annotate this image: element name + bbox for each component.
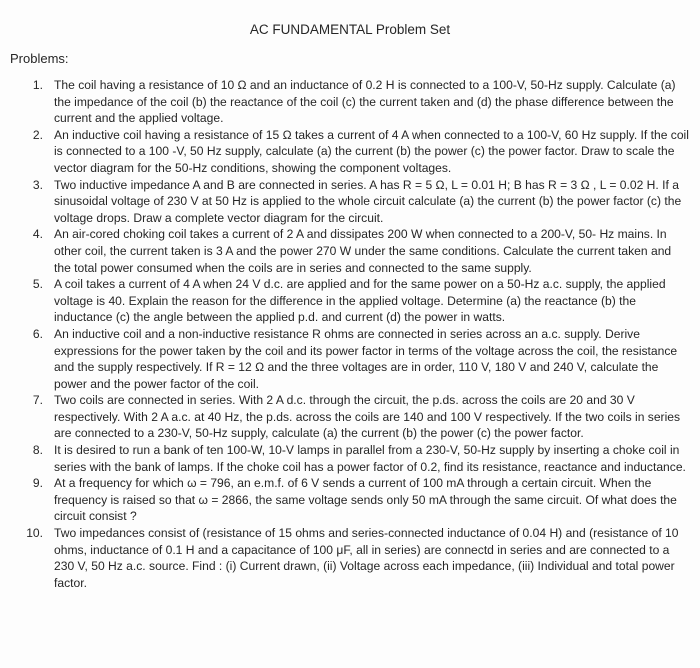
- problem-number: 4.: [32, 227, 43, 242]
- problem-text: Two coils are connected in series. With 2 A d.c. through the circuit, the p.ds. across the coils are 20 and 30 V respectively. With 2 A a.c. at 40 Hz, the p.ds. across the coils are 140 and 100 V respectively. If the two coils in series are connected to a 230-V, 50-Hz supply, calculate (a) the current (b) the power (c) the power factor.: [54, 393, 681, 441]
- problem-item: [0, 392, 700, 442]
- problem-text: Two inductive impedance A and B are connected in series. A has R = 5 Ω, L = 0.01 H; B has R = 3 Ω , L = 0.02 H. If a sinusoidal voltage of 230 V at 50 Hz is applied to the whole circuit calculate (a) the current (b) the power factor (c) the voltage drops. Draw a complete vector diagram for the circuit.: [54, 177, 682, 225]
- problem-item: [0, 177, 700, 227]
- page-title: AC FUNDAMENTAL Problem Set: [249, 22, 451, 37]
- problem-number: 2.: [32, 127, 43, 142]
- problem-item: [0, 525, 700, 591]
- problem-number: 8.: [32, 443, 43, 458]
- problem-text: At a frequency for which ω = 796, an e.m.f. of 6 V sends a current of 100 mA through a certain circuit. When the frequency is raised so that ω = 2866, the same voltage sends only 50 mA through the same circuit. Of what does the circuit consist ?: [54, 476, 677, 524]
- problem-item: [0, 326, 700, 392]
- problem-number: 7.: [32, 393, 43, 408]
- problem-item: [0, 442, 700, 475]
- problem-item: [0, 475, 700, 525]
- problem-number: 5.: [32, 277, 43, 292]
- problem-text: An inductive coil having a resistance of 15 Ω takes a current of 4 A when connected to a 100-V, 60 Hz supply. If the coil is connected to a 100 -V, 50 Hz supply, calculate (a) the current (b) the power (c) the power factor. Draw to scale the vector diagram for the 50-Hz conditions, showing the component voltages.: [54, 127, 689, 175]
- problem-text: It is desired to run a bank of ten 100-W, 10-V lamps in parallel from a 230-V, 50-Hz supply by inserting a choke coil in series with the bank of lamps. If the choke coil has a power factor of 0.2, find its resistance, reactance and inductance.: [54, 443, 686, 474]
- problem-item: [0, 276, 700, 326]
- problem-list: [0, 77, 700, 591]
- problem-item: [0, 127, 700, 177]
- problem-text: Two impedances consist of (resistance of 15 ohms and series-connected inductance of 0.04 H) and (resistance of 10 ohms, inductance of 0.1 H and a capacitance of 100 μF, all in series) are connectd in series and are connected to a 230 V, 50 Hz a.c. source. Find : (i) Current drawn, (ii) Voltage across each impedance, (iii) Individual and total power factor.: [54, 526, 679, 590]
- problems-heading: Problems:: [10, 51, 69, 66]
- problem-number: 10.: [26, 526, 43, 541]
- problem-text: The coil having a resistance of 10 Ω and an inductance of 0.2 H is connected to a 100-V, 50-Hz supply. Calculate (a) the impedance of the coil (b) the reactance of the coil (c) the current taken and (d) the phase difference between the current and the applied voltage.: [54, 78, 676, 126]
- problem-item: [0, 226, 700, 276]
- problem-text: A coil takes a current of 4 A when 24 V d.c. are applied and for the same power on a 50-Hz a.c. supply, the applied voltage is 40. Explain the reason for the difference in the applied voltage. Determine (a) the reactance (b) the inductance (c) the angle between the applied p.d. and current (d) the power in watts.: [54, 277, 666, 325]
- problem-number: 6.: [32, 326, 43, 341]
- problem-number: 1.: [32, 78, 43, 92]
- problem-text: An inductive coil and a non-inductive resistance R ohms are connected in series across an a.c. supply. Derive expressions for the power taken by the coil and its power factor in terms of the voltage across the coil, the resistance and the supply respectively. If R = 12 Ω and the three voltages are in order, 110 V, 180 V and 240 V, calculate the power and the power factor of the coil.: [54, 326, 678, 391]
- problem-text: An air-cored choking coil takes a current of 2 A and dissipates 200 W when connected to a 200-V, 50- Hz mains. In other coil, the current taken is 3 A and the power 270 W under the same conditions. Calculate the current taken and the total power consumed when the coils are in series and connected to the same supply.: [54, 227, 672, 275]
- problem-item: [0, 77, 700, 127]
- problem-number: 3.: [32, 177, 43, 192]
- problem-number: 9.: [32, 476, 43, 491]
